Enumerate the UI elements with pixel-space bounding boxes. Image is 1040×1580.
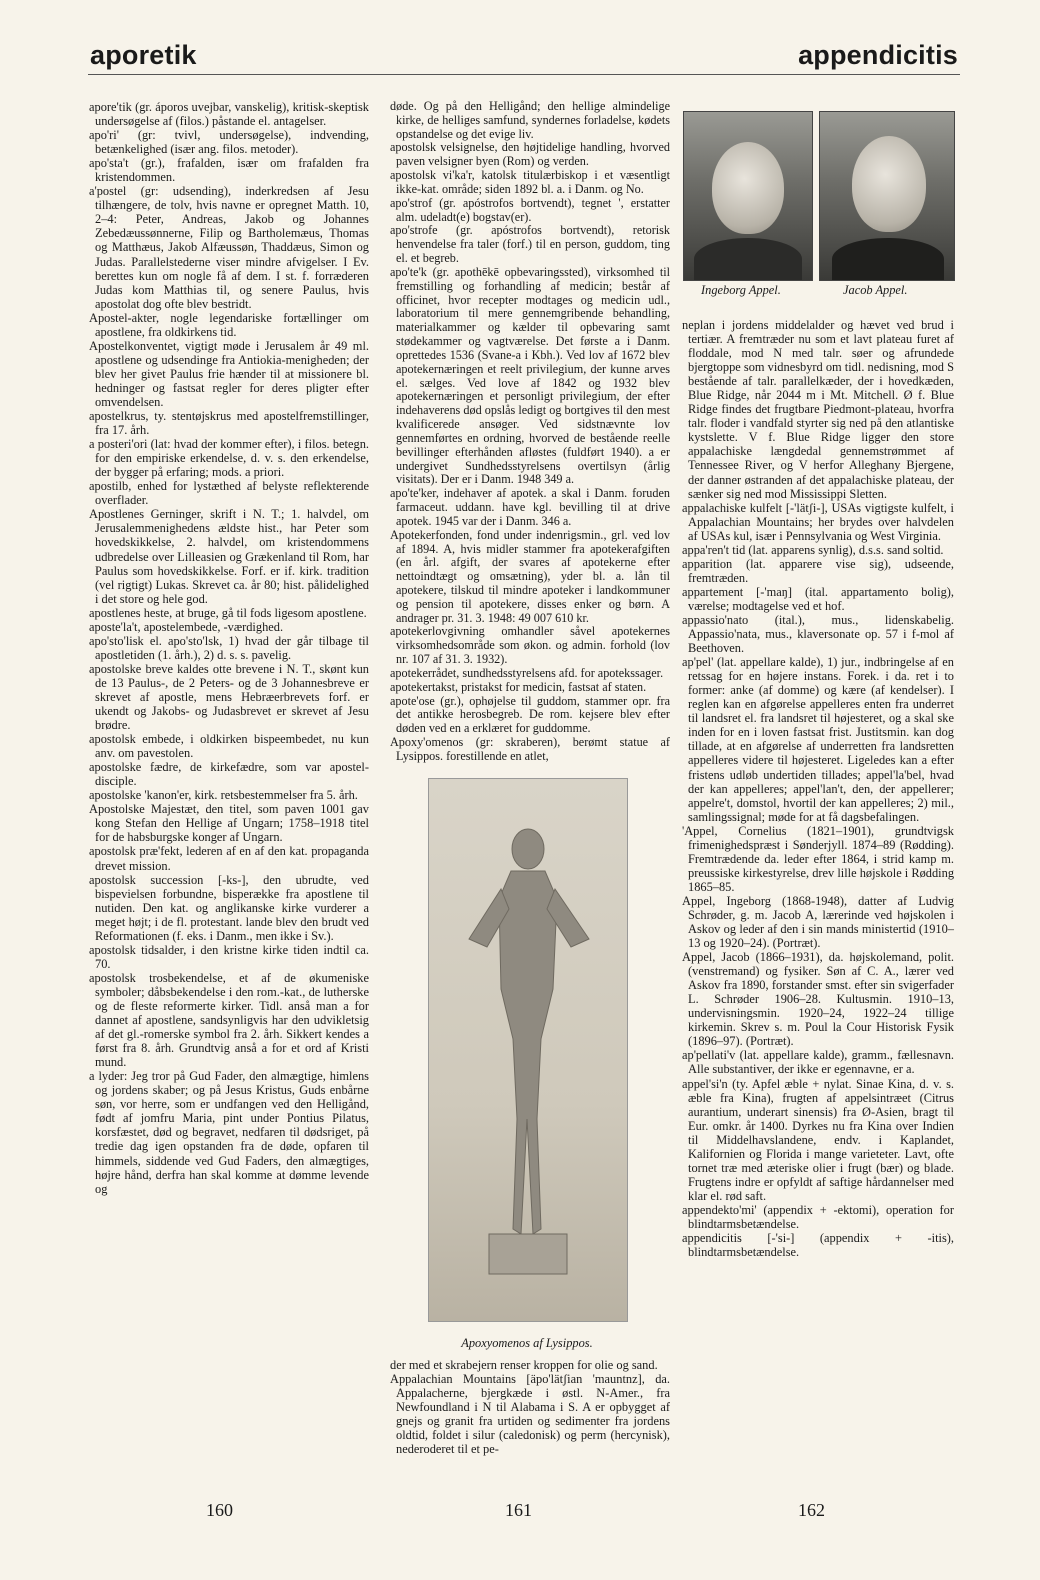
photo-caption-ingeborg: Ingeborg Appel. (701, 283, 781, 297)
dictionary-entry: apostolsk succession [-ks-], den ubrudte, ved bispevielsen forbundne, bisperække fra apostlene til nutiden. Den kat. og anglikanske kirke vurderer a meget højt; i de fl. protestant. lande blev den brudt ved Reformationen (f. eks. i Danm., men ikke i Sv.). (89, 872, 369, 943)
dictionary-entry: appel'si'n (ty. Apfel æble + nylat. Sinae Kina, d. v. s. æble fra Kina), frugten af appelsintræet (Citrus aurantium, underart sinensis) fra Ø-Asien, bragt til Eur. omkr. år 1400. Dyrkes nu fra Kina over Indien til Middelhavslandene, endv. i Kaplandet, Kalifornien og Florida i mange varieteter. Lavt, ofte tornet træ med æteriske olier i frugt (bær) og blade. Frugtens indre er opfyldt af saftige hårdannelser med klar el. rød saft. (682, 1076, 954, 1203)
page-number-middle: 161 (505, 1500, 532, 1520)
dictionary-entry: Appel, Ingeborg (1868-1948), datter af Ludvig Schrøder, g. m. Jacob A, lærerinde ved højskolen i Askov og leder af den i sin mands ministertid (1910–13 og 1920–24). (Portræt). (682, 893, 954, 951)
dictionary-entry: apostolsk vi'ka'r, katolsk titulærbiskop i et væsentligt ikke-kat. område; siden 1892 bl. a. i Danm. og No. (390, 168, 670, 196)
portrait-face (852, 136, 926, 232)
dictionary-entry: apo'te'k (gr. apothēkē opbevaringssted), virksomhed til fremstilling og forhandling af medicin; består af officinet, hvor recepter modtages og medicin udl., laboratorium til mere gennemgribende behandling, materialkammer og kælder til opbevaring samt stødekammer og vagtværelse. Det første a i Danm. oprettedes 1536 (Svane-a i Kbh.). Ved lov af 1672 blev apotekernæringen et reelt privilegium, der kunne arves el. sælges. Ved love af 1842 og 1932 blev apotekernæringen et personligt privilegium, der efter indehaverens død opslås ledigt og bortgives til den mest kvalificerede ansøger. Ved sidstnævnte lov gennemførtes en ordning, hvorved de bestående reelle bevillinger efterhånden afløstes (fuldført 1940). a er undergivet Sundhedsstyrelsens overtilsyn (årlig visitats). Der er i Danm. 1948 349 a. (390, 264, 670, 487)
statue-photo-apoxyomenos (428, 778, 628, 1322)
dictionary-entry: der med et skrabejern renser kroppen for olie og sand. (390, 1358, 658, 1372)
dictionary-entry: apo'strofe (gr. apóstrofos bortvendt), retorisk henvendelse fra taler (forf.) til en person, guddom, ting el. et begreb. (390, 223, 670, 266)
dictionary-entry: appendekto'mi' (appendix + -ektomi), operation for blindtarmsbetændelse. (682, 1202, 954, 1231)
dictionary-entry: apo'te'ker, indehaver af apotek. a skal i Danm. foruden farmaceut. uddann. have kgl. bevilling til at drive apotek. 1945 var der i Danm. 346 a. (390, 486, 670, 528)
dictionary-entry: a'postel (gr: udsending), inderkredsen af Jesu tilhængere, de tolv, hvis navne er opregnet Matth. 10, 2–4: Peter, Andreas, Jakob og Johannes Zebedæussønnerne, Filip og Bartholemæus, Thomas og Matthæus, Jakob Alfæussøn, Thaddæus, Simon og Judas. Parallelstederne viser mindre afvigelser. I Ev. berettes kun om nogle få af dem. I st. f. forræderen Judas kom Matthias til, og senere Paulus, hvis apostolat dog ofte blev bestridt. (89, 184, 369, 311)
dictionary-entry: Apostelkonventet, vigtigt møde i Jerusalem år 49 ml. apostlene og udsendinge fra Antiokia-menigheden; der blev her givet Paulus frie hænder til at missionere bl. hedninger og fastsat regler for deres pligter efter omvendelsen. (89, 338, 369, 409)
dictionary-entry: apo'sta't (gr.), frafalden, især om frafalden fra kristendommen. (89, 156, 369, 185)
column-1 (89, 100, 369, 1196)
dictionary-entry: apotekerlovgivning omhandler såvel apotekernes virksomhedsområde som økon. og admin. forhold (lov nr. 107 af 31. 3. 1932). (390, 624, 670, 667)
page-number-left: 160 (206, 1500, 233, 1520)
dictionary-entry: apostolsk præ'fekt, lederen af en af den kat. propaganda drevet mission. (89, 844, 369, 873)
header-rule (88, 74, 960, 75)
portrait-shoulders (694, 238, 802, 280)
dictionary-entry: apotekertakst, pristakst for medicin, fastsat af staten. (390, 679, 647, 694)
dictionary-entry: Appalachian Mountains [äpo'lätʃian 'mauntnz], da. Appalacherne, bjergkæde i østl. N-Amer., fra Newfoundland i N til Alabama i S. A er opbygget af gnejs og granit fra urtiden og sedimenter fra jordens oldtid, foldet i silur (caledonisk) og perm (hercynisk), nederoderet til et pe- (390, 1372, 670, 1457)
portrait-ingeborg-appel (683, 111, 813, 281)
dictionary-entry: apote'ose (gr.), ophøjelse til guddom, stammer opr. fra det antikke herosbegreb. De rom. kejsere blev efter døden ved en a erklæret for guddomme. (390, 693, 670, 736)
portrait-photos (683, 111, 953, 299)
running-header-left: aporetik (90, 40, 197, 70)
dictionary-entry: apostlenes heste, at bruge, gå til fods ligesom apostlene. (89, 605, 367, 620)
dictionary-entry: apostolsk tidsalder, i den kristne kirke tiden indtil ca. 70. (89, 942, 369, 971)
dictionary-entry: ap'pel' (lat. appellare kalde), 1) jur., indbringelse af en retssag for en højere instans. Forek. i da. ret i to former: anke (af domme) og kære (af kendelser). I reglen kan en afgørelse appelleres enten fra underret til landsret el. fra landsret til højesteret, og a skal ske inden for en i loven fastsat frist. Justitsmin. kan dog tillade, at en afgørelse af underretten fra landsretten appelleres videre til højesteret. Ligeledes kan a efter fristens udløb undertiden tillades; appel'la'bel, hvad der kan appelleres; appel'lan't, den, der appellerer; appelre't, domstol, hvortil der kan appelleres; 2) mil., samlingssignal; møde for at få dagsbefalingen. (682, 655, 954, 824)
dictionary-entry: appartement [-'maŋ] (ital. appartamento bolig), værelse; modtagelse ved et hof. (682, 584, 954, 613)
dictionary-entry: 'Appel, Cornelius (1821–1901), grundtvigsk frimenighedspræst i Sønderjyll. 1874–89 (Rødding). Fremtrædende da. leder efter 1864, i strid kamp m. preussiske kirkestyrelse, drev lille højskole i Rødding 1865–85. (682, 823, 955, 894)
dictionary-entry: appalachiske kulfelt [-'lätʃi-], USAs vigtigste kulfelt, i Appalachian Mountains; her brydes over halvdelen af USAs kul, især i Pennsylvania og West Virginia. (682, 500, 954, 543)
statue-figure (429, 779, 627, 1321)
portrait-shoulders (832, 238, 944, 280)
dictionary-entry: apostolske fædre, de kirkefædre, som var aposteldisciple. (89, 760, 369, 789)
portrait-jacob-appel (819, 111, 955, 281)
dictionary-entry: apostolsk embede, i oldkirken bispeembedet, nu kun anv. om pavestolen. (89, 732, 369, 761)
photo-caption-jacob: Jacob Appel. (843, 283, 908, 297)
dictionary-entry: apostolsk velsignelse, den højtidelige handling, hvorved paven velsigner byen (Rom) og verden. (390, 140, 670, 169)
dictionary-entry: apostolske 'kanon'er, kirk. retsbestemmelser fra 5. årh. (89, 788, 358, 803)
dictionary-entry: Apotekerfonden, fond under indenrigsmin., grl. ved lov af 1894. A, hvis midler stammer fra apotekerafgiften (en årl. afgift, der svares af apotekerne efter nettoindtægt og omsætning), yder bl. a. lån til apotekere, tilskud til mindre apoteker i landkommuner og pension til apotekere, disses enker og børn. A andrager pr. 31. 3. 1948: 49 007 610 kr. (390, 527, 670, 625)
dictionary-entry: Apostlenes Gerninger, skrift i N. T.; 1. halvdel, om Jerusalemmenighedens ældste hist., har Peter som hovedskikkelse, 2. halvdel, om kristendommens udbredelse over Lilleasien og Grækenland til Rom, har Paulus som hovedskikkelse. Forf. er if. kirk. tradition (vel rigtigt) Lukas. Skrevet ca. år 80; hist. pålidelighed i det store og hele god. (89, 507, 369, 606)
statue-caption: Apoxyomenos af Lysippos. (461, 1336, 593, 1350)
dictionary-entry: Apoxy'omenos (gr: skraberen), berømt statue af Lysippos. forestillende en atlet, (390, 735, 670, 763)
dictionary-entry: apparition (lat. apparere vise sig), udseende, fremtræden. (682, 556, 954, 585)
dictionary-entry: appendicitis [-'si-] (appendix + -itis), blindtarmsbetændelse. (682, 1231, 954, 1260)
dictionary-entry: apostolsk trosbekendelse, et af de økumeniske symboler; dåbsbekendelse i den rom.-kat., de lutherske og de fleste reformerte kirker. Tidl. anså man a for dannet af apostlene, sandsynligvis har den udvikletsig af det gl.-romerske symbol fra 2. årh. Sikkert kendes a først fra 8. årh. Grundtvig anså a for et ord af Kristi mund. (89, 970, 369, 1070)
dictionary-entry: appassio'nato (ital.), mus., lidenskabelig. Appassio'nata, mus., klaversonate op. 57 i f-mol af Beethoven. (682, 612, 954, 656)
dictionary-entry: apore'tik (gr. áporos uvejbar, vanskelig), kritisk-skeptisk undersøgelse af (filos.) påstande el. antagelser. (89, 100, 369, 129)
page-number-right: 162 (798, 1500, 825, 1520)
running-header-right: appendicitis (798, 40, 958, 70)
dictionary-entry: Apostel-akter, nogle legendariske fortællinger om apostlene, fra oldkirkens tid. (89, 310, 369, 339)
dictionary-entry: apo'ri' (gr: tvivl, undersøgelse), indvending, betænkelighed (især ang. filos. metoder). (89, 128, 369, 157)
dictionary-entry: apostelkrus, ty. stentøjskrus med apostelfremstillinger, fra 17. årh. (89, 409, 369, 438)
column-2 (390, 100, 670, 764)
dictionary-entry: a posteri'ori (lat: hvad der kommer efter), i filos. betegn. for den empiriske erkendelse, d. v. s. den erkendelse, der bygger på erfaring; mods. a priori. (89, 437, 369, 480)
dictionary-entry: apo'sto'lisk el. apo'sto'lsk, 1) hvad der går tilbage til apostletiden (1. årh.), 2) d. s. s. pavelig. (89, 633, 369, 662)
dictionary-entry: apotekerrådet, sundhedsstyrelsens afd. for apotekssager. (390, 665, 664, 680)
dictionary-entry: a lyder: Jeg tror på Gud Fader, den almægtige, himlens og jordens skaber; og på Jesus Kristus, Guds enbårne søn, vor herre, som er undfangen ved den Helligånd, født af jomfru Maria, pint under Pontius Pilatus, korsfæstet, død og begravet, nedfaren til dødsriget, på tredie dag igen opstanden fra de døde, opfaren til himmels, siddende ved Gud Faders, den almægtiges, højre hånd, derfra han skal komme at dømme levende og (89, 1069, 369, 1196)
dictionary-entry: appa'ren't tid (lat. apparens synlig), d.s.s. sand soltid. (682, 542, 944, 557)
dictionary-entry: neplan i jordens middelalder og hævet ved brud i tertiær. A fremtræder nu som et lavt plateau furet af floddale, mod N med talr. søer og afrundede bjergtoppe som vidnesbyrd om tidl. nedisning, mod S bestående af talr. parallelkæder, der i hovedkæden, Blue Ridge, når 2044 m i Mt. Mitchell. Ø f. Blue Ridge findes det frugtbare Piedmont-plateau, hvorfra talr. floder i vandfald styrter sig ned på den atlantiske kystslette. V f. Blue Ridge ligger den store appalachiske længdedal gennemstrømmet af Tennessee River, og V herfor Alleghany Bjergene, der danner østranden af det appalachiske plateau, der sænker sig ned mod Mississippi Sletten. (682, 318, 954, 501)
column-3 (682, 318, 954, 1259)
dictionary-entry: aposte'la't, apostelembede, -værdighed. (89, 619, 284, 634)
column-2-continued (390, 1358, 670, 1456)
dictionary-entry: apostolske breve kaldes otte brevene i N. T., skønt kun de 13 Paulus-, de 2 Peters- og de 3 Johannesbreve er skrevet af apostle, mens Hebræerbrevets forf. er ukendt og Jakobs- og Judasbrevet er skrevet af Jesu brødre. (89, 661, 369, 733)
dictionary-entry: ap'pellati'v (lat. appellare kalde), gramm., fællesnavn. Alle substantiver, der ikke er egennavne, er a. (682, 1048, 954, 1077)
portrait-face (712, 142, 784, 234)
dictionary-entry: Apostolske Majestæt, den titel, som paven 1001 gav kong Stefan den Hellige af Ungarn; 1758–1918 titel for de habsburgske konger af Ungarn. (89, 802, 369, 845)
dictionary-entry: apostilb, enhed for lystæthed af belyste reflekterende overflader. (89, 479, 369, 508)
dictionary-entry: apo'strof (gr. apóstrofos bortvendt), tegnet ', erstatter alm. udeladt(e) bogstav(er). (390, 195, 670, 224)
dictionary-entry: Appel, Jacob (1866–1931), da. højskolemand, polit. (venstremand) og fysiker. Søn af C. A., lærer ved Askov fra 1890, forstander smst. efter sin svigerfader L. Schrøder 1906–28. Kultusmin. 1910–13, undervisningsmin. 1920–24, 1922–24 tillige kirkemin. Skrev s. m. Poul la Cour Historisk Fysik (1896–97). (Portræt). (682, 950, 954, 1049)
dictionary-entry: døde. Og på den Helligånd; den hellige almindelige kirke, de helliges samfund, syndernes forladelse, kødets opstandelse og det evige liv. (390, 99, 670, 141)
